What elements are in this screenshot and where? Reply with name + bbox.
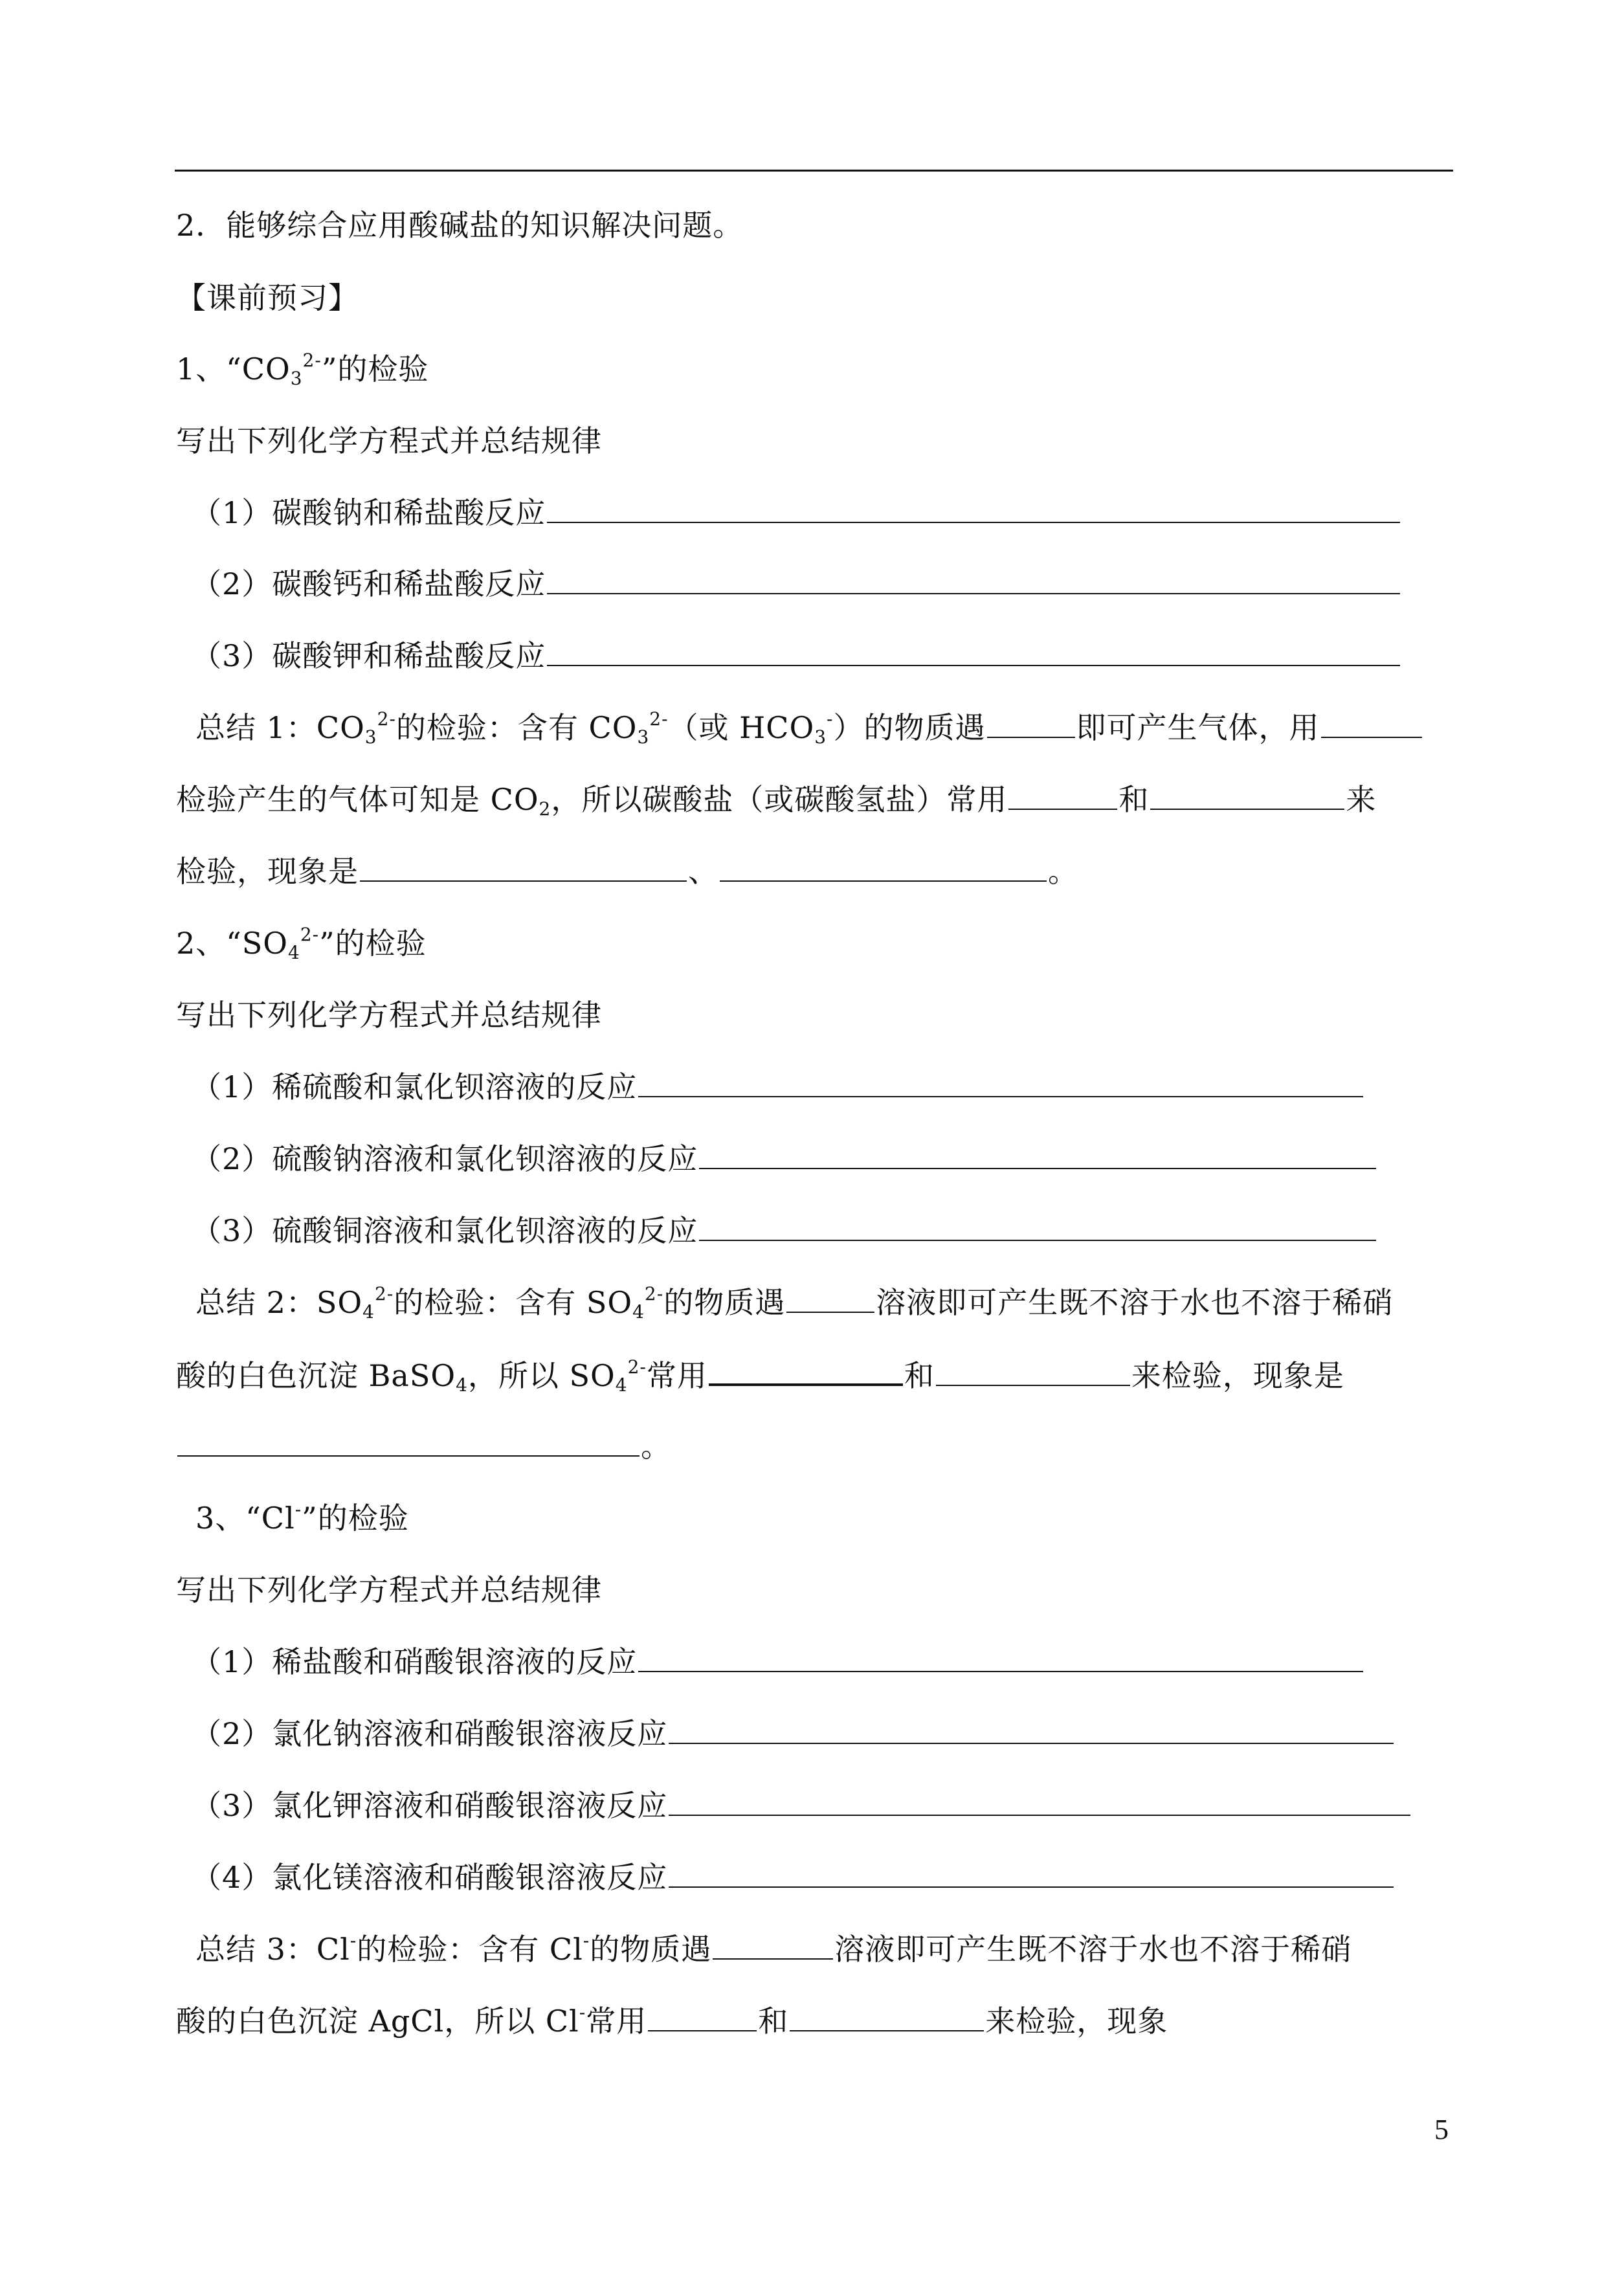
answer-blank[interactable] bbox=[547, 565, 1400, 594]
part1-item: （3）碳酸钾和稀盐酸反应 bbox=[192, 636, 1401, 675]
answer-blank[interactable] bbox=[1150, 780, 1344, 810]
part3-item: （2）氯化钠溶液和硝酸银溶液反应 bbox=[192, 1714, 1395, 1753]
part1-summary-line2: 检验产生的气体可知是 $CO_2$，所以碳酸盐（或碳酸氢盐）常用 和 来 bbox=[176, 780, 1376, 819]
answer-blank[interactable] bbox=[786, 1283, 874, 1313]
page-number: 5 bbox=[1434, 2114, 1449, 2145]
part3-item: （3）氯化钾溶液和硝酸银溶液反应 bbox=[192, 1786, 1412, 1825]
answer-blank[interactable] bbox=[177, 1427, 640, 1457]
answer-blank[interactable] bbox=[709, 1355, 903, 1386]
part2-summary-line2: 酸的白色沉淀 BaSO$_4$，所以 $SO_4^{2-}$常用 和 来检验，现象是 bbox=[176, 1356, 1344, 1396]
section-heading: 【课前预习】 bbox=[176, 280, 359, 315]
answer-blank[interactable] bbox=[638, 1068, 1363, 1097]
part2-item: （2）硫酸钠溶液和氯化钡溶液的反应 bbox=[192, 1139, 1377, 1178]
answer-blank[interactable] bbox=[1321, 708, 1422, 738]
answer-blank[interactable] bbox=[720, 852, 1047, 882]
answer-blank[interactable] bbox=[547, 493, 1400, 523]
answer-blank[interactable] bbox=[699, 1211, 1376, 1241]
answer-blank[interactable] bbox=[360, 852, 687, 882]
answer-blank[interactable] bbox=[547, 636, 1400, 666]
answer-blank[interactable] bbox=[669, 1858, 1394, 1888]
answer-blank[interactable] bbox=[987, 708, 1075, 738]
answer-blank[interactable] bbox=[699, 1139, 1376, 1169]
part3-item: （4）氯化镁溶液和硝酸银溶液反应 bbox=[192, 1858, 1395, 1897]
part1-item: （2）碳酸钙和稀盐酸反应 bbox=[192, 565, 1401, 603]
answer-blank[interactable] bbox=[936, 1356, 1130, 1386]
answer-blank[interactable] bbox=[638, 1642, 1363, 1672]
answer-blank[interactable] bbox=[669, 1786, 1410, 1816]
answer-blank[interactable] bbox=[648, 2002, 757, 2031]
part3-summary-line1: 总结 3：Cl-的检验：含有 Cl-的物质遇 溶液即可产生既不溶于水也不溶于稀硝 bbox=[195, 1930, 1352, 1967]
part2-item: （1）稀硫酸和氯化钡溶液的反应 bbox=[192, 1068, 1364, 1106]
answer-blank[interactable] bbox=[669, 1714, 1394, 1744]
part3-title: 3、“Cl-”的检验 bbox=[195, 1499, 409, 1536]
objective-text: 2．能够综合应用酸碱盐的知识解决问题。 bbox=[176, 208, 744, 243]
answer-blank[interactable] bbox=[713, 1930, 833, 1960]
part1-summary-line1: 总结 1：$CO_3^{2-}$的检验：含有 $CO_3^{2-}$（或 $HCO_3^-$）的物质遇 即可产生气体，用 bbox=[195, 708, 1423, 747]
part1-instruction: 写出下列化学方程式并总结规律 bbox=[176, 423, 602, 458]
part1-item: （1）碳酸钠和稀盐酸反应 bbox=[192, 493, 1401, 532]
header-rule bbox=[175, 170, 1453, 172]
part3-instruction: 写出下列化学方程式并总结规律 bbox=[176, 1572, 602, 1607]
answer-blank[interactable] bbox=[790, 2002, 984, 2031]
part2-summary-line1: 总结 2：$SO_4^{2-}$的检验：含有 $SO_4^{2-}$的物质遇 溶液即可产生既不溶于水也不溶于稀硝 bbox=[195, 1283, 1394, 1323]
part2-instruction: 写出下列化学方程式并总结规律 bbox=[176, 998, 602, 1033]
part3-summary-line2: 酸的白色沉淀 AgCl，所以 Cl-常用 和 来检验，现象 bbox=[176, 2002, 1168, 2039]
answer-blank[interactable] bbox=[1008, 780, 1117, 810]
part1-summary-line3: 检验，现象是 、 。 bbox=[176, 852, 1078, 891]
part3-item: （1）稀盐酸和硝酸银溶液的反应 bbox=[192, 1642, 1364, 1681]
part2-title: 2、“$SO_4^{2-}$”的检验 bbox=[176, 924, 427, 963]
part1-title: 1、“$CO_3^{2-}$”的检验 bbox=[176, 350, 429, 389]
part2-item: （3）硫酸铜溶液和氯化钡溶液的反应 bbox=[192, 1211, 1377, 1250]
part2-summary-line3: 。 bbox=[176, 1427, 671, 1466]
